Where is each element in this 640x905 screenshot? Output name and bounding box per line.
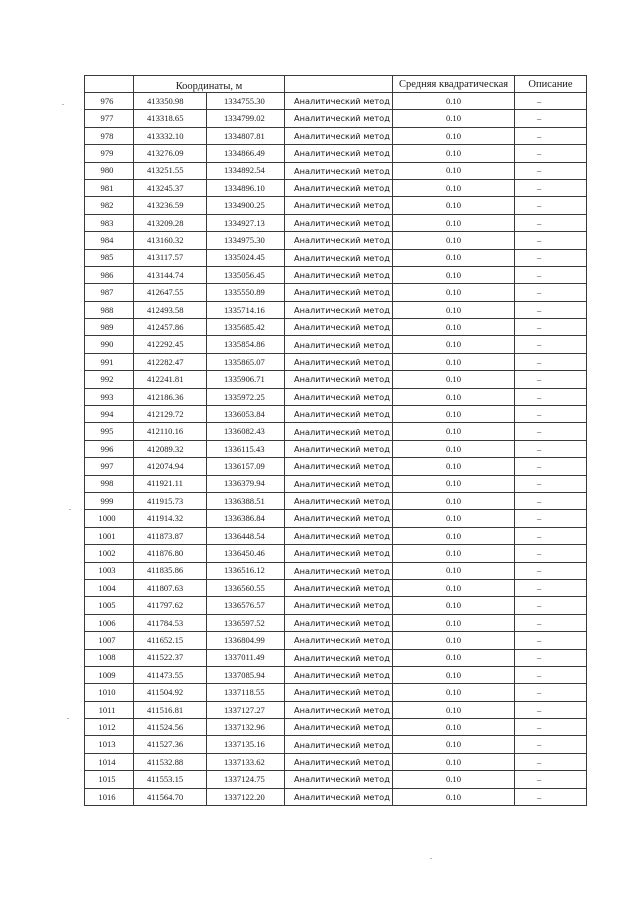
- scan-speck: [69, 509, 71, 510]
- cell-x-coordinate: 412647.55: [134, 284, 207, 301]
- cell-description: –: [515, 301, 587, 318]
- cell-description: –: [515, 562, 587, 579]
- table-row: [85, 214, 587, 231]
- cell-x-coordinate: 411915.73: [134, 492, 207, 509]
- cell-error: 0.10: [393, 336, 515, 353]
- cell-point-number: 994: [85, 406, 134, 423]
- cell-point-number: 1011: [85, 701, 134, 718]
- cell-x-coordinate: 411516.81: [134, 701, 207, 718]
- table-row: [85, 579, 587, 596]
- table-row: [85, 475, 587, 492]
- cell-error: 0.10: [393, 406, 515, 423]
- cell-y-coordinate: 1336450.46: [207, 545, 285, 562]
- cell-x-coordinate: 412074.94: [134, 458, 207, 475]
- cell-point-number: 1010: [85, 684, 134, 701]
- cell-error: 0.10: [393, 93, 515, 110]
- cell-description: –: [515, 666, 587, 683]
- cell-method: Аналитический метод: [285, 614, 393, 631]
- cell-method: Аналитический метод: [285, 110, 393, 127]
- cell-method: Аналитический метод: [285, 684, 393, 701]
- cell-method: Аналитический метод: [285, 545, 393, 562]
- header-method: [285, 76, 393, 93]
- cell-x-coordinate: 411914.32: [134, 510, 207, 527]
- cell-error: 0.10: [393, 353, 515, 370]
- cell-method: Аналитический метод: [285, 423, 393, 440]
- cell-x-coordinate: 413276.09: [134, 145, 207, 162]
- cell-method: Аналитический метод: [285, 736, 393, 753]
- cell-x-coordinate: 413332.10: [134, 127, 207, 144]
- cell-y-coordinate: 1334799.02: [207, 110, 285, 127]
- cell-error: 0.10: [393, 266, 515, 283]
- cell-error: 0.10: [393, 597, 515, 614]
- cell-x-coordinate: 413236.59: [134, 197, 207, 214]
- cell-error: 0.10: [393, 614, 515, 631]
- cell-description: –: [515, 614, 587, 631]
- cell-point-number: 990: [85, 336, 134, 353]
- cell-description: –: [515, 249, 587, 266]
- cell-error: 0.10: [393, 458, 515, 475]
- cell-x-coordinate: 412493.58: [134, 301, 207, 318]
- cell-method: Аналитический метод: [285, 371, 393, 388]
- table-row: [85, 406, 587, 423]
- cell-point-number: 1016: [85, 788, 134, 805]
- cell-error: 0.10: [393, 684, 515, 701]
- table-row: [85, 197, 587, 214]
- header-mean-square-error: Средняя квадратическая: [393, 76, 515, 93]
- cell-description: –: [515, 597, 587, 614]
- table-row: [85, 336, 587, 353]
- cell-x-coordinate: 413144.74: [134, 266, 207, 283]
- table-row: [85, 266, 587, 283]
- cell-y-coordinate: 1335685.42: [207, 319, 285, 336]
- cell-x-coordinate: 411504.92: [134, 684, 207, 701]
- cell-y-coordinate: 1336804.99: [207, 632, 285, 649]
- cell-point-number: 989: [85, 319, 134, 336]
- cell-error: 0.10: [393, 179, 515, 196]
- cell-y-coordinate: 1336053.84: [207, 406, 285, 423]
- cell-y-coordinate: 1336516.12: [207, 562, 285, 579]
- table-row: [85, 649, 587, 666]
- table-row: [85, 353, 587, 370]
- cell-description: –: [515, 545, 587, 562]
- cell-x-coordinate: 411553.15: [134, 771, 207, 788]
- cell-error: 0.10: [393, 197, 515, 214]
- cell-error: 0.10: [393, 284, 515, 301]
- header-point-number: [85, 76, 134, 93]
- cell-description: –: [515, 406, 587, 423]
- table-body: [85, 93, 587, 806]
- cell-y-coordinate: 1334927.13: [207, 214, 285, 231]
- cell-point-number: 1008: [85, 649, 134, 666]
- cell-y-coordinate: 1336386.84: [207, 510, 285, 527]
- table-row: [85, 597, 587, 614]
- cell-y-coordinate: 1336379.94: [207, 475, 285, 492]
- table-row: [85, 666, 587, 683]
- cell-method: Аналитический метод: [285, 649, 393, 666]
- cell-description: –: [515, 527, 587, 544]
- cell-y-coordinate: 1336115.43: [207, 440, 285, 457]
- cell-x-coordinate: 411784.53: [134, 614, 207, 631]
- cell-x-coordinate: 412292.45: [134, 336, 207, 353]
- cell-y-coordinate: 1336448.54: [207, 527, 285, 544]
- cell-point-number: 988: [85, 301, 134, 318]
- cell-x-coordinate: 411522.37: [134, 649, 207, 666]
- cell-error: 0.10: [393, 214, 515, 231]
- cell-y-coordinate: 1335550.89: [207, 284, 285, 301]
- table-row: [85, 562, 587, 579]
- cell-description: –: [515, 388, 587, 405]
- cell-point-number: 977: [85, 110, 134, 127]
- cell-description: –: [515, 319, 587, 336]
- cell-description: –: [515, 284, 587, 301]
- cell-point-number: 983: [85, 214, 134, 231]
- table-row: [85, 771, 587, 788]
- cell-description: –: [515, 214, 587, 231]
- cell-y-coordinate: 1337118.55: [207, 684, 285, 701]
- cell-error: 0.10: [393, 666, 515, 683]
- cell-error: 0.10: [393, 301, 515, 318]
- cell-x-coordinate: 413209.28: [134, 214, 207, 231]
- cell-y-coordinate: 1336560.55: [207, 579, 285, 596]
- cell-y-coordinate: 1337132.96: [207, 719, 285, 736]
- coordinates-table: [84, 75, 587, 806]
- cell-y-coordinate: 1336082.43: [207, 423, 285, 440]
- cell-method: Аналитический метод: [285, 753, 393, 770]
- cell-x-coordinate: 412129.72: [134, 406, 207, 423]
- cell-x-coordinate: 413251.55: [134, 162, 207, 179]
- cell-method: Аналитический метод: [285, 597, 393, 614]
- cell-method: Аналитический метод: [285, 719, 393, 736]
- cell-error: 0.10: [393, 423, 515, 440]
- cell-error: 0.10: [393, 649, 515, 666]
- cell-point-number: 999: [85, 492, 134, 509]
- cell-error: 0.10: [393, 545, 515, 562]
- cell-x-coordinate: 411652.15: [134, 632, 207, 649]
- cell-error: 0.10: [393, 371, 515, 388]
- cell-point-number: 1002: [85, 545, 134, 562]
- cell-point-number: 979: [85, 145, 134, 162]
- cell-method: Аналитический метод: [285, 284, 393, 301]
- cell-description: –: [515, 771, 587, 788]
- cell-point-number: 993: [85, 388, 134, 405]
- table-row: [85, 440, 587, 457]
- cell-x-coordinate: 412089.32: [134, 440, 207, 457]
- cell-description: –: [515, 423, 587, 440]
- cell-point-number: 985: [85, 249, 134, 266]
- cell-y-coordinate: 1337133.62: [207, 753, 285, 770]
- cell-description: –: [515, 266, 587, 283]
- cell-method: Аналитический метод: [285, 562, 393, 579]
- cell-description: –: [515, 492, 587, 509]
- cell-method: Аналитический метод: [285, 475, 393, 492]
- cell-point-number: 981: [85, 179, 134, 196]
- cell-method: Аналитический метод: [285, 162, 393, 179]
- cell-description: –: [515, 179, 587, 196]
- table-row: [85, 510, 587, 527]
- cell-x-coordinate: 412457.86: [134, 319, 207, 336]
- cell-method: Аналитический метод: [285, 249, 393, 266]
- cell-error: 0.10: [393, 632, 515, 649]
- cell-description: –: [515, 110, 587, 127]
- table-row: [85, 632, 587, 649]
- cell-error: 0.10: [393, 110, 515, 127]
- cell-point-number: 980: [85, 162, 134, 179]
- cell-y-coordinate: 1335906.71: [207, 371, 285, 388]
- cell-description: –: [515, 788, 587, 805]
- cell-method: Аналитический метод: [285, 319, 393, 336]
- table-row: [85, 492, 587, 509]
- cell-x-coordinate: 413245.37: [134, 179, 207, 196]
- cell-y-coordinate: 1334866.49: [207, 145, 285, 162]
- cell-description: –: [515, 649, 587, 666]
- cell-description: –: [515, 93, 587, 110]
- cell-x-coordinate: 411921.11: [134, 475, 207, 492]
- cell-y-coordinate: 1335714.16: [207, 301, 285, 318]
- cell-method: Аналитический метод: [285, 406, 393, 423]
- cell-error: 0.10: [393, 145, 515, 162]
- cell-error: 0.10: [393, 562, 515, 579]
- cell-method: Аналитический метод: [285, 440, 393, 457]
- cell-description: –: [515, 719, 587, 736]
- cell-method: Аналитический метод: [285, 632, 393, 649]
- cell-description: –: [515, 475, 587, 492]
- cell-x-coordinate: 412282.47: [134, 353, 207, 370]
- table-row: [85, 371, 587, 388]
- table-row: [85, 127, 587, 144]
- cell-x-coordinate: 411532.88: [134, 753, 207, 770]
- cell-error: 0.10: [393, 510, 515, 527]
- table-row: [85, 527, 587, 544]
- cell-error: 0.10: [393, 788, 515, 805]
- cell-description: –: [515, 579, 587, 596]
- cell-method: Аналитический метод: [285, 788, 393, 805]
- scan-speck: [430, 858, 432, 859]
- table-row: [85, 719, 587, 736]
- table-row: [85, 388, 587, 405]
- cell-error: 0.10: [393, 440, 515, 457]
- table-row: [85, 736, 587, 753]
- cell-method: Аналитический метод: [285, 179, 393, 196]
- table-row: [85, 249, 587, 266]
- cell-y-coordinate: 1336157.09: [207, 458, 285, 475]
- cell-description: –: [515, 701, 587, 718]
- cell-x-coordinate: 411797.62: [134, 597, 207, 614]
- cell-y-coordinate: 1334807.81: [207, 127, 285, 144]
- cell-y-coordinate: 1337135.16: [207, 736, 285, 753]
- cell-point-number: 976: [85, 93, 134, 110]
- cell-point-number: 1007: [85, 632, 134, 649]
- table-row: [85, 232, 587, 249]
- table-row: [85, 753, 587, 770]
- table-row: [85, 179, 587, 196]
- cell-method: Аналитический метод: [285, 579, 393, 596]
- cell-description: –: [515, 127, 587, 144]
- cell-point-number: 1014: [85, 753, 134, 770]
- cell-error: 0.10: [393, 527, 515, 544]
- cell-point-number: 998: [85, 475, 134, 492]
- cell-point-number: 1000: [85, 510, 134, 527]
- cell-description: –: [515, 145, 587, 162]
- cell-x-coordinate: 411835.86: [134, 562, 207, 579]
- table-row: [85, 301, 587, 318]
- cell-method: Аналитический метод: [285, 197, 393, 214]
- cell-method: Аналитический метод: [285, 666, 393, 683]
- scan-speck: [67, 718, 69, 719]
- cell-error: 0.10: [393, 579, 515, 596]
- cell-method: Аналитический метод: [285, 771, 393, 788]
- cell-x-coordinate: 411527.36: [134, 736, 207, 753]
- cell-x-coordinate: 411876.80: [134, 545, 207, 562]
- cell-error: 0.10: [393, 388, 515, 405]
- cell-y-coordinate: 1336576.57: [207, 597, 285, 614]
- cell-point-number: 996: [85, 440, 134, 457]
- cell-method: Аналитический метод: [285, 266, 393, 283]
- cell-error: 0.10: [393, 319, 515, 336]
- cell-error: 0.10: [393, 475, 515, 492]
- cell-method: Аналитический метод: [285, 214, 393, 231]
- cell-point-number: 978: [85, 127, 134, 144]
- cell-point-number: 984: [85, 232, 134, 249]
- table-row: [85, 684, 587, 701]
- table-header-row: [85, 76, 587, 93]
- cell-method: Аналитический метод: [285, 353, 393, 370]
- cell-method: Аналитический метод: [285, 93, 393, 110]
- cell-method: Аналитический метод: [285, 458, 393, 475]
- cell-point-number: 995: [85, 423, 134, 440]
- cell-error: 0.10: [393, 753, 515, 770]
- table-row: [85, 162, 587, 179]
- cell-y-coordinate: 1337085.94: [207, 666, 285, 683]
- cell-error: 0.10: [393, 162, 515, 179]
- cell-point-number: 1004: [85, 579, 134, 596]
- table-row: [85, 458, 587, 475]
- cell-description: –: [515, 510, 587, 527]
- cell-description: –: [515, 736, 587, 753]
- cell-y-coordinate: 1335024.45: [207, 249, 285, 266]
- cell-description: –: [515, 232, 587, 249]
- cell-point-number: 1001: [85, 527, 134, 544]
- cell-y-coordinate: 1336388.51: [207, 492, 285, 509]
- table-row: [85, 701, 587, 718]
- cell-x-coordinate: 411524.56: [134, 719, 207, 736]
- cell-y-coordinate: 1336597.52: [207, 614, 285, 631]
- cell-description: –: [515, 336, 587, 353]
- cell-x-coordinate: 411473.55: [134, 666, 207, 683]
- cell-error: 0.10: [393, 701, 515, 718]
- cell-point-number: 992: [85, 371, 134, 388]
- table-row: [85, 319, 587, 336]
- cell-point-number: 987: [85, 284, 134, 301]
- cell-error: 0.10: [393, 492, 515, 509]
- table-row: [85, 93, 587, 110]
- cell-method: Аналитический метод: [285, 232, 393, 249]
- cell-method: Аналитический метод: [285, 336, 393, 353]
- cell-description: –: [515, 458, 587, 475]
- cell-y-coordinate: 1335865.07: [207, 353, 285, 370]
- cell-point-number: 1009: [85, 666, 134, 683]
- cell-method: Аналитический метод: [285, 510, 393, 527]
- cell-point-number: 1012: [85, 719, 134, 736]
- cell-y-coordinate: 1337122.20: [207, 788, 285, 805]
- cell-y-coordinate: 1337124.75: [207, 771, 285, 788]
- header-description: Описание: [515, 76, 587, 93]
- cell-x-coordinate: 411873.87: [134, 527, 207, 544]
- cell-y-coordinate: 1337127.27: [207, 701, 285, 718]
- cell-x-coordinate: 413160.32: [134, 232, 207, 249]
- table-row: [85, 614, 587, 631]
- cell-x-coordinate: 412241.81: [134, 371, 207, 388]
- cell-method: Аналитический метод: [285, 701, 393, 718]
- cell-point-number: 1003: [85, 562, 134, 579]
- cell-description: –: [515, 632, 587, 649]
- cell-description: –: [515, 440, 587, 457]
- cell-error: 0.10: [393, 719, 515, 736]
- cell-y-coordinate: 1337011.49: [207, 649, 285, 666]
- cell-x-coordinate: 413318.65: [134, 110, 207, 127]
- table-row: [85, 110, 587, 127]
- table-row: [85, 145, 587, 162]
- cell-method: Аналитический метод: [285, 127, 393, 144]
- table-row: [85, 284, 587, 301]
- cell-point-number: 1006: [85, 614, 134, 631]
- cell-error: 0.10: [393, 127, 515, 144]
- cell-error: 0.10: [393, 249, 515, 266]
- cell-y-coordinate: 1334975.30: [207, 232, 285, 249]
- table-row: [85, 788, 587, 805]
- cell-x-coordinate: 411807.63: [134, 579, 207, 596]
- cell-y-coordinate: 1334900.25: [207, 197, 285, 214]
- cell-x-coordinate: 413117.57: [134, 249, 207, 266]
- cell-point-number: 1015: [85, 771, 134, 788]
- table-row: [85, 423, 587, 440]
- cell-point-number: 997: [85, 458, 134, 475]
- cell-x-coordinate: 413350.98: [134, 93, 207, 110]
- cell-point-number: 982: [85, 197, 134, 214]
- cell-y-coordinate: 1335972.25: [207, 388, 285, 405]
- table-row: [85, 545, 587, 562]
- cell-x-coordinate: 411564.70: [134, 788, 207, 805]
- cell-description: –: [515, 353, 587, 370]
- cell-point-number: 1005: [85, 597, 134, 614]
- cell-y-coordinate: 1334755.30: [207, 93, 285, 110]
- cell-method: Аналитический метод: [285, 301, 393, 318]
- cell-x-coordinate: 412186.36: [134, 388, 207, 405]
- cell-point-number: 986: [85, 266, 134, 283]
- cell-method: Аналитический метод: [285, 388, 393, 405]
- cell-description: –: [515, 684, 587, 701]
- cell-y-coordinate: 1335056.45: [207, 266, 285, 283]
- header-coordinates: Координаты, м: [134, 76, 285, 93]
- cell-y-coordinate: 1335854.86: [207, 336, 285, 353]
- cell-method: Аналитический метод: [285, 527, 393, 544]
- cell-point-number: 1013: [85, 736, 134, 753]
- cell-error: 0.10: [393, 736, 515, 753]
- cell-description: –: [515, 371, 587, 388]
- cell-y-coordinate: 1334896.10: [207, 179, 285, 196]
- cell-description: –: [515, 162, 587, 179]
- cell-point-number: 991: [85, 353, 134, 370]
- cell-description: –: [515, 197, 587, 214]
- cell-y-coordinate: 1334892.54: [207, 162, 285, 179]
- cell-method: Аналитический метод: [285, 145, 393, 162]
- cell-error: 0.10: [393, 771, 515, 788]
- cell-method: Аналитический метод: [285, 492, 393, 509]
- cell-description: –: [515, 753, 587, 770]
- cell-x-coordinate: 412110.16: [134, 423, 207, 440]
- scan-speck: [62, 104, 64, 105]
- cell-error: 0.10: [393, 232, 515, 249]
